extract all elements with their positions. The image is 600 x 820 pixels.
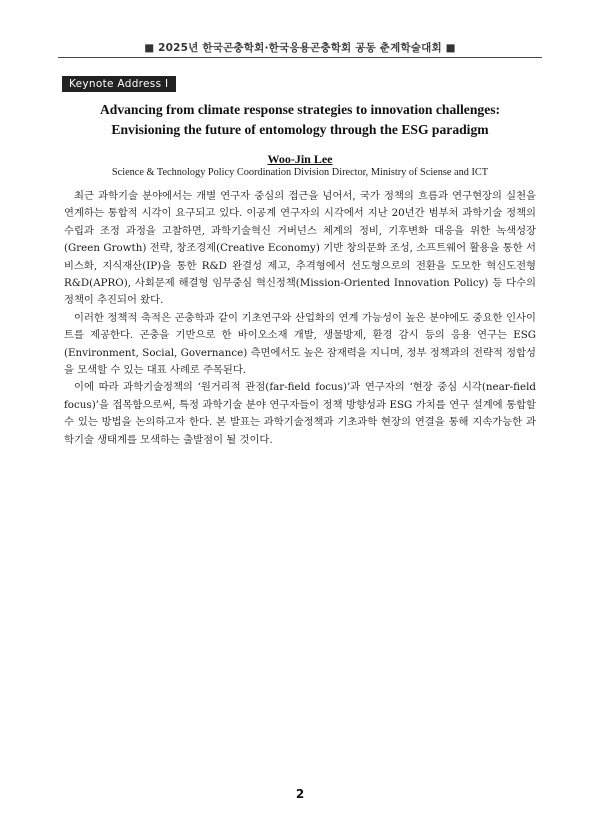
paragraph-3: 이에 따라 과학기술정책의 ‘원거리적 관점(far-field focus)’과 연구자의 ‘현장 중심 시각(near-field focus)’을 접목함으로써, 특정 과학기술 분야 연구자들이 정책 방향성과 ESG 가치를 연구 설계에 통합할 수 있는 방법을 논의하고자 한다. 본 발표는 과학기술정책과 기초과학 현장의 연결을 통해 지속가능한 과학기술 생태계를 모색하는 출발점이 될 것이다. xyxy=(64,381,536,446)
abstract-body xyxy=(64,188,536,449)
title-line-1: Advancing from climate response strategies to innovation challenges: xyxy=(99,102,501,117)
title-line-2: Envisioning the future of entomology through the ESG paradigm xyxy=(111,122,489,137)
header-divider xyxy=(58,57,542,58)
running-header: ■ 2025년 한국곤충학회·한국응용곤충학회 공동 춘계학술대회 ■ xyxy=(144,42,456,54)
page-number: 2 xyxy=(295,787,305,801)
paper-title xyxy=(62,100,538,140)
paragraph-2: 이러한 정책적 축적은 곤충학과 같이 기초연구와 산업화의 연계 가능성이 높은 분야에도 중요한 인사이트를 제공한다. 곤충을 기반으로 한 바이오소재 개발, 생물방제, 환경 감시 등의 응용 연구는 ESG (Environment, Social, Governance) 측면에서도 높은 잠재력을 지니며, 정부 정책과의 전략적 정합성을 모색할 수 있는 대표 사례로 주목된다. xyxy=(64,311,536,377)
author-name: Woo-Jin Lee xyxy=(267,152,333,166)
author-affiliation: Science & Technology Policy Coordination Division Director, Ministry of Sciense and ICT xyxy=(111,167,489,178)
paragraph-1: 최근 과학기술 분야에서는 개별 연구자 중심의 접근을 넘어서, 국가 정책의 흐름과 연구현장의 실천을 연계하는 통합적 시각이 요구되고 있다. 이공계 연구자의 시각에서 지난 20년간 범부처 과학기술 정책의 수립과 조정 과정을 고찰하면, 과학기술혁신 거버넌스 체계의 정비, 기후변화 대응을 위한 녹색성장(Green Growth) 전략, 창조경제(Creative Economy) 기반 창의문화 조성, 소프트웨어 활용을 통한 서비스화, 지식재산(IP)을 통한 R&D 완결성 제고, 추격형에서 선도형으로의 전환을 도모한 혁신도전형 R&D(APRO), 사회문제 해결형 임무중심 혁신정책(Mission-Oriented Innovation Policy) 등 다수의 정책이 추진되어 왔다. xyxy=(64,190,536,307)
section-badge: Keynote Address I xyxy=(62,76,176,92)
